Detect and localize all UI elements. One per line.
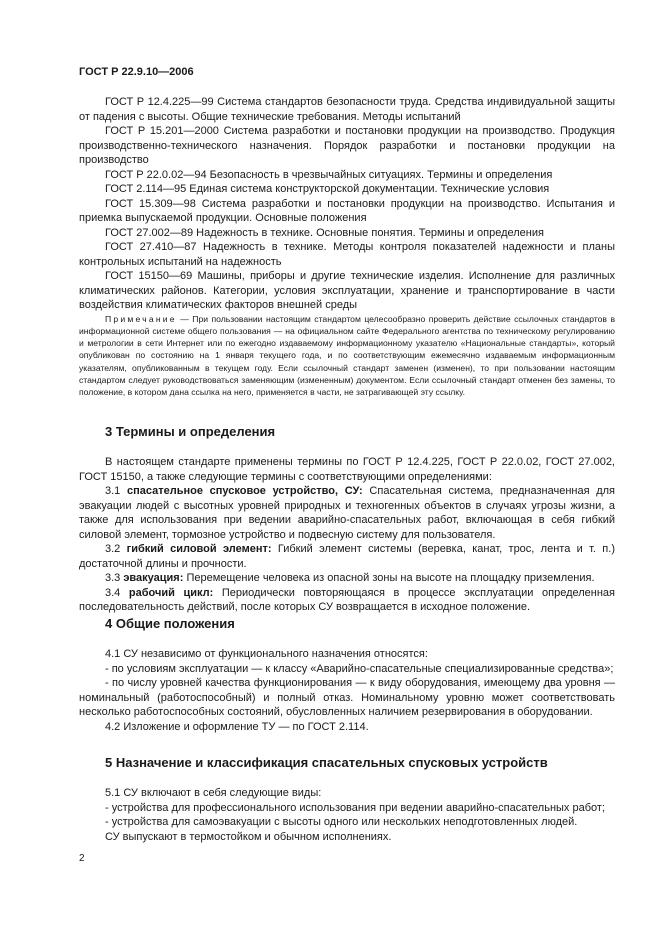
reference-item: ГОСТ Р 12.4.225—99 Система стандартов безопасности труда. Средства индивидуальной защиты от падения с высоты. Общие технические требования. Методы испытаний — [79, 96, 615, 123]
reference-item: ГОСТ 27.410—87 Надежность в технике. Методы контроля показателей надежности и планы контрольных испытаний на надежность — [79, 241, 615, 268]
reference-item: ГОСТ 27.002—89 Надежность в технике. Основные понятия. Термины и определения — [105, 226, 544, 239]
term-text: Спасательная система, предназначенная для эвакуации людей с высотных уровней природных и техногенных объектов в случаях угрозы жизни, а также для использования при ведении аварийно-спасательных работ, включающая в себя гибкий силовой элемент, тормозное устройство и подвесную систему для пользователя. — [79, 485, 616, 541]
section-4-list-item: - по числу уровней качества функционирования — к виду оборудования, имеющему два уровня — номинальный (работоспособный) и полный отказ. Номинальному уровню может соответствовать несколько работоспособных состояний, обусловленных наличием резервирования в оборудовании. — [79, 677, 615, 718]
term-text: Периодически повторяющаяся в процессе эксплуатации определенная последовательность действий, после которых СУ возвращается в исходное положение. — [79, 586, 615, 613]
section-4-title: 4 Общие положения — [105, 616, 235, 631]
page-header: ГОСТ Р 22.9.10—2006 — [79, 66, 194, 78]
note-label: Примечание — [105, 313, 177, 324]
term-name: гибкий силовой элемент: — [126, 543, 272, 555]
reference-item: ГОСТ Р 15.201—2000 Система разработки и постановки продукции на производство. Продукция производственно-технического назначения. Порядок разработки и постановки продукции на производство — [79, 125, 615, 166]
section-4-paragraph: 4.2 Изложение и оформление ТУ — по ГОСТ 2.114. — [105, 720, 369, 733]
section-3-body — [79, 455, 615, 615]
term-number: 3.3 — [105, 572, 121, 584]
term-number: 3.2 — [105, 543, 121, 555]
normative-references — [79, 95, 615, 399]
term-name: спасательное спусковое устройство, СУ: — [126, 485, 363, 497]
reference-item: ГОСТ 2.114—95 Единая система конструкторской документации. Технические условия — [105, 183, 550, 195]
section-5-paragraph: 5.1 СУ включают в себя следующие виды: — [105, 787, 322, 799]
term-definition — [79, 484, 615, 542]
term-definition — [79, 542, 615, 571]
section-4-paragraph: 4.1 СУ независимо от функционального назначения относятся: — [105, 648, 428, 660]
term-text: Перемещение человека из опасной зоны на высоте на площадку приземления. — [186, 572, 595, 584]
note-text: — При пользовании настоящим стандартом целесообразно проверить действие ссылочных стандартов в информационной системе общего пользования — на официальном сайте Федерального агентства по техническому регулированию и метрологии в сети Интернет или по ежегодно издаваемому информационному указателю «Национальные стандарты», который опубликован по состоянию на 1 января текущего года, и по соответствующим ежемесячно издаваемым информационным указателям, опубликованным в текущем году. Если ссылочный стандарт заменен (изменен), то при пользовании настоящим стандартом следует руководствоваться заменяющим (измененным) документом. Если ссылочный стандарт отменен без замены, то положение, в котором дана ссылка на него, применяется в части, не затрагивающей эту ссылку. — [79, 313, 616, 398]
section-3-title: 3 Термины и определения — [105, 424, 276, 439]
section-3-intro: В настоящем стандарте применены термины по ГОСТ Р 12.4.225, ГОСТ Р 22.0.02, ГОСТ 27.002, ГОСТ 15150, а также следующие термины с соответствующими определениями: — [79, 456, 615, 483]
section-4-list-item: - по условиям эксплуатации — к классу «Аварийно-спасательные специализированные средства»; — [105, 662, 614, 675]
note — [79, 313, 615, 399]
term-number: 3.1 — [105, 485, 121, 497]
term-definition — [79, 571, 615, 586]
term-name: рабочий цикл: — [128, 586, 214, 599]
reference-item: ГОСТ 15.309—98 Система разработки и постановки продукции на производство. Испытания и приемка выпускаемой продукции. Основные положения — [79, 197, 615, 224]
page-number: 2 — [79, 853, 85, 864]
term-number: 3.4 — [105, 586, 121, 599]
reference-item: ГОСТ Р 22.0.02—94 Безопасность в чрезвычайных ситуациях. Термины и определения — [105, 168, 553, 181]
section-5-body — [79, 786, 615, 844]
section-5-paragraph: СУ выпускают в термостойком и обычном исполнениях. — [105, 830, 392, 843]
term-definition — [79, 586, 615, 615]
term-text: Гибкий элемент системы (веревка, канат, трос, лента и т. п.) достаточной длины и прочности. — [79, 543, 615, 570]
reference-item: ГОСТ 15150—69 Машины, приборы и другие технические изделия. Исполнение для различных климатических районов. Категории, условия эксплуатации, хранение и транспортирование в части воздействия климатических факторов внешней среды — [79, 270, 615, 311]
section-5-title: 5 Назначение и классификация спасательных спусковых устройств — [105, 755, 548, 770]
section-5-list-item: - устройства для профессионального использования при ведении аварийно-спасательных работ; — [105, 801, 605, 814]
term-name: эвакуация: — [123, 572, 184, 584]
section-4-body — [79, 647, 615, 734]
section-5-list-item: - устройства для самоэвакуации с высоты одного или нескольких неподготовленных людей. — [105, 816, 578, 828]
